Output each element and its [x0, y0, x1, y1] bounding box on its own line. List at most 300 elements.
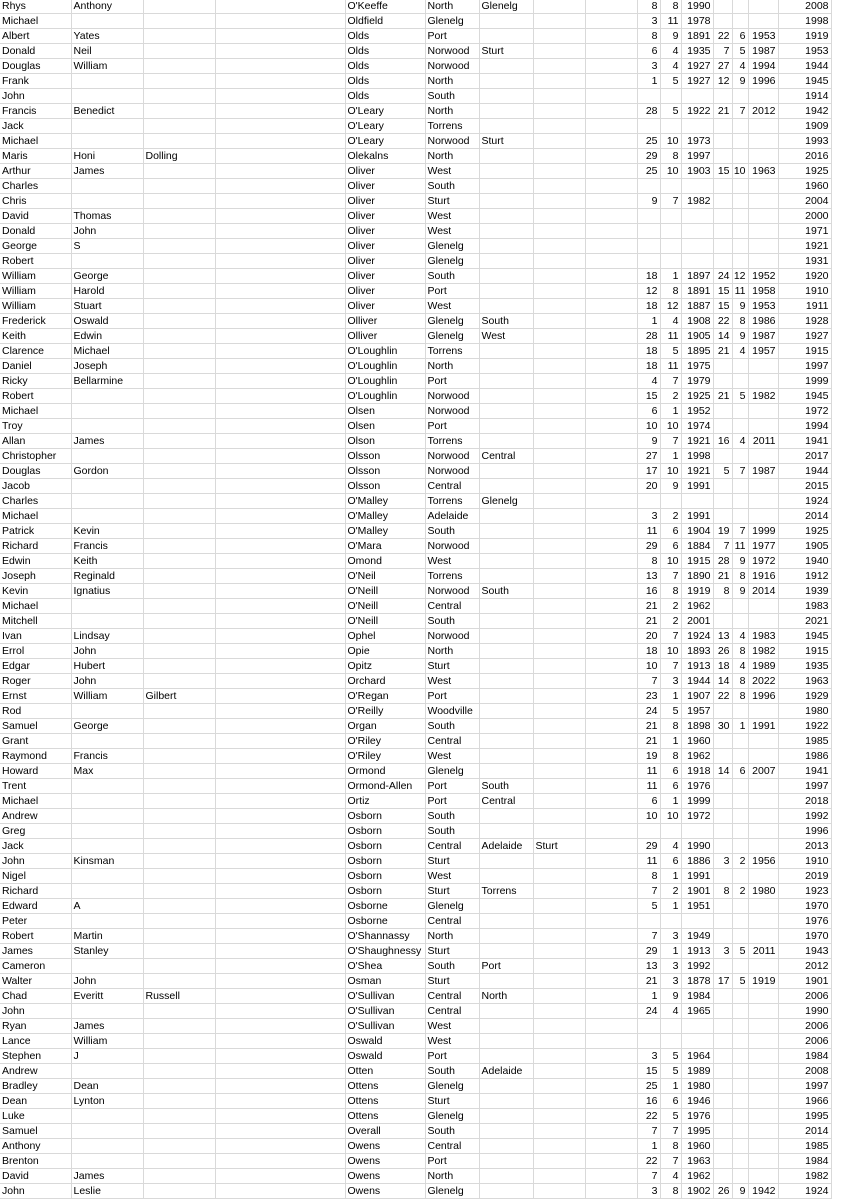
- cell-club-3[interactable]: [533, 59, 585, 74]
- cell-middle-name[interactable]: Lynton: [71, 1094, 143, 1109]
- cell-death-year[interactable]: 1980: [748, 884, 778, 899]
- cell-death-month[interactable]: 4: [732, 344, 748, 359]
- cell-middle-name[interactable]: [71, 119, 143, 134]
- cell-club[interactable]: West: [425, 554, 479, 569]
- cell-second-middle-name[interactable]: [143, 449, 215, 464]
- cell-middle-name[interactable]: William: [71, 1034, 143, 1049]
- cell-club-3[interactable]: [533, 299, 585, 314]
- cell-death-day[interactable]: [713, 899, 732, 914]
- cell-death-day[interactable]: 13: [713, 629, 732, 644]
- cell-spacer[interactable]: [215, 329, 345, 344]
- cell-birth-month[interactable]: 6: [660, 1094, 681, 1109]
- cell-club[interactable]: Port: [425, 779, 479, 794]
- cell-club-4[interactable]: [585, 1169, 637, 1184]
- cell-death-day[interactable]: [713, 614, 732, 629]
- cell-club-4[interactable]: [585, 629, 637, 644]
- cell-death-year[interactable]: [748, 614, 778, 629]
- cell-death-month[interactable]: 4: [732, 434, 748, 449]
- cell-second-middle-name[interactable]: Gilbert: [143, 689, 215, 704]
- cell-birth-day[interactable]: [637, 914, 660, 929]
- cell-first-name[interactable]: Anthony: [0, 1139, 71, 1154]
- cell-death-year[interactable]: [748, 134, 778, 149]
- cell-club-3[interactable]: [533, 344, 585, 359]
- cell-birth-month[interactable]: 2: [660, 389, 681, 404]
- cell-birth-year[interactable]: 1924: [681, 629, 713, 644]
- cell-death-month[interactable]: [732, 899, 748, 914]
- cell-surname[interactable]: O'Sullivan: [345, 1004, 425, 1019]
- cell-birth-day[interactable]: 21: [637, 734, 660, 749]
- cell-spacer[interactable]: [215, 989, 345, 1004]
- cell-debut-year[interactable]: 2012: [778, 959, 831, 974]
- cell-club-2[interactable]: [479, 1079, 533, 1094]
- cell-debut-year[interactable]: 1939: [778, 584, 831, 599]
- cell-second-middle-name[interactable]: [143, 59, 215, 74]
- cell-death-month[interactable]: 2: [732, 854, 748, 869]
- cell-first-name[interactable]: Ernst: [0, 689, 71, 704]
- cell-debut-year[interactable]: 1910: [778, 284, 831, 299]
- cell-birth-month[interactable]: 5: [660, 1049, 681, 1064]
- cell-club-4[interactable]: [585, 329, 637, 344]
- cell-club[interactable]: Port: [425, 1049, 479, 1064]
- cell-club-4[interactable]: [585, 194, 637, 209]
- cell-birth-month[interactable]: [660, 1019, 681, 1034]
- cell-debut-year[interactable]: 1993: [778, 134, 831, 149]
- cell-debut-year[interactable]: 1980: [778, 704, 831, 719]
- cell-death-month[interactable]: 7: [732, 524, 748, 539]
- cell-birth-month[interactable]: 5: [660, 344, 681, 359]
- cell-club[interactable]: Norwood: [425, 449, 479, 464]
- cell-club-2[interactable]: [479, 419, 533, 434]
- cell-club[interactable]: Norwood: [425, 584, 479, 599]
- cell-club-2[interactable]: [479, 344, 533, 359]
- cell-birth-month[interactable]: 1: [660, 1079, 681, 1094]
- cell-club-2[interactable]: [479, 104, 533, 119]
- cell-second-middle-name[interactable]: [143, 1004, 215, 1019]
- cell-second-middle-name[interactable]: [143, 29, 215, 44]
- cell-death-year[interactable]: [748, 224, 778, 239]
- cell-debut-year[interactable]: 1915: [778, 644, 831, 659]
- cell-death-year[interactable]: [748, 209, 778, 224]
- cell-birth-month[interactable]: 8: [660, 584, 681, 599]
- cell-birth-day[interactable]: 16: [637, 1094, 660, 1109]
- cell-club-3[interactable]: [533, 749, 585, 764]
- cell-debut-year[interactable]: 1966: [778, 1094, 831, 1109]
- cell-debut-year[interactable]: 1912: [778, 569, 831, 584]
- cell-first-name[interactable]: Donald: [0, 44, 71, 59]
- cell-spacer[interactable]: [215, 524, 345, 539]
- cell-spacer[interactable]: [215, 839, 345, 854]
- cell-club-4[interactable]: [585, 224, 637, 239]
- cell-second-middle-name[interactable]: [143, 959, 215, 974]
- cell-club[interactable]: Glenelg: [425, 1109, 479, 1124]
- cell-club-2[interactable]: [479, 1004, 533, 1019]
- cell-death-day[interactable]: [713, 449, 732, 464]
- cell-surname[interactable]: Osborn: [345, 854, 425, 869]
- cell-death-month[interactable]: 9: [732, 554, 748, 569]
- cell-spacer[interactable]: [215, 869, 345, 884]
- cell-debut-year[interactable]: 1945: [778, 389, 831, 404]
- cell-middle-name[interactable]: Stuart: [71, 299, 143, 314]
- cell-death-year[interactable]: 1982: [748, 644, 778, 659]
- cell-birth-year[interactable]: 1962: [681, 1169, 713, 1184]
- cell-middle-name[interactable]: [71, 419, 143, 434]
- cell-middle-name[interactable]: [71, 404, 143, 419]
- cell-birth-month[interactable]: 1: [660, 689, 681, 704]
- cell-birth-month[interactable]: 8: [660, 1139, 681, 1154]
- cell-club-3[interactable]: [533, 1064, 585, 1079]
- cell-club-2[interactable]: [479, 14, 533, 29]
- cell-birth-day[interactable]: 8: [637, 0, 660, 14]
- cell-club-4[interactable]: [585, 404, 637, 419]
- cell-death-year[interactable]: [748, 794, 778, 809]
- cell-birth-day[interactable]: 7: [637, 1169, 660, 1184]
- cell-club-4[interactable]: [585, 209, 637, 224]
- cell-birth-day[interactable]: 18: [637, 344, 660, 359]
- cell-surname[interactable]: Osman: [345, 974, 425, 989]
- cell-club-4[interactable]: [585, 644, 637, 659]
- cell-death-day[interactable]: [713, 1169, 732, 1184]
- cell-death-month[interactable]: [732, 359, 748, 374]
- cell-middle-name[interactable]: Honi: [71, 149, 143, 164]
- cell-birth-day[interactable]: 21: [637, 614, 660, 629]
- cell-surname[interactable]: O'Shaughnessy: [345, 944, 425, 959]
- cell-first-name[interactable]: Ivan: [0, 629, 71, 644]
- cell-surname[interactable]: Oliver: [345, 179, 425, 194]
- cell-club[interactable]: Norwood: [425, 44, 479, 59]
- cell-middle-name[interactable]: [71, 1004, 143, 1019]
- cell-club-2[interactable]: [479, 209, 533, 224]
- cell-death-year[interactable]: [748, 1079, 778, 1094]
- cell-death-year[interactable]: [748, 1004, 778, 1019]
- cell-death-year[interactable]: [748, 149, 778, 164]
- cell-death-day[interactable]: 5: [713, 464, 732, 479]
- cell-first-name[interactable]: Jack: [0, 839, 71, 854]
- cell-second-middle-name[interactable]: [143, 629, 215, 644]
- cell-death-day[interactable]: [713, 824, 732, 839]
- cell-birth-year[interactable]: [681, 254, 713, 269]
- cell-middle-name[interactable]: William: [71, 689, 143, 704]
- cell-surname[interactable]: Olsen: [345, 419, 425, 434]
- cell-spacer[interactable]: [215, 974, 345, 989]
- cell-surname[interactable]: Oliver: [345, 224, 425, 239]
- cell-spacer[interactable]: [215, 884, 345, 899]
- cell-club-4[interactable]: [585, 389, 637, 404]
- cell-middle-name[interactable]: James: [71, 164, 143, 179]
- cell-birth-year[interactable]: 1927: [681, 59, 713, 74]
- cell-club-4[interactable]: [585, 719, 637, 734]
- cell-club-2[interactable]: [479, 899, 533, 914]
- cell-club[interactable]: Sturt: [425, 854, 479, 869]
- cell-middle-name[interactable]: [71, 809, 143, 824]
- cell-birth-month[interactable]: 5: [660, 704, 681, 719]
- cell-club[interactable]: Glenelg: [425, 1184, 479, 1199]
- cell-first-name[interactable]: Grant: [0, 734, 71, 749]
- cell-surname[interactable]: Olliver: [345, 314, 425, 329]
- cell-first-name[interactable]: Christopher: [0, 449, 71, 464]
- cell-birth-year[interactable]: 1884: [681, 539, 713, 554]
- cell-club-4[interactable]: [585, 1139, 637, 1154]
- cell-club-3[interactable]: [533, 899, 585, 914]
- cell-club-4[interactable]: [585, 599, 637, 614]
- cell-club-3[interactable]: [533, 1139, 585, 1154]
- cell-club-4[interactable]: [585, 134, 637, 149]
- cell-birth-day[interactable]: 17: [637, 464, 660, 479]
- cell-death-day[interactable]: 21: [713, 569, 732, 584]
- cell-club-3[interactable]: [533, 1169, 585, 1184]
- cell-birth-year[interactable]: [681, 209, 713, 224]
- cell-club-4[interactable]: [585, 539, 637, 554]
- cell-club-2[interactable]: Central: [479, 794, 533, 809]
- cell-birth-day[interactable]: 8: [637, 554, 660, 569]
- cell-debut-year[interactable]: 1945: [778, 629, 831, 644]
- cell-first-name[interactable]: Michael: [0, 599, 71, 614]
- cell-death-day[interactable]: 8: [713, 584, 732, 599]
- cell-surname[interactable]: Olds: [345, 89, 425, 104]
- cell-birth-year[interactable]: 1997: [681, 149, 713, 164]
- cell-death-day[interactable]: [713, 14, 732, 29]
- cell-surname[interactable]: Osborn: [345, 809, 425, 824]
- cell-death-day[interactable]: [713, 1079, 732, 1094]
- cell-club[interactable]: South: [425, 89, 479, 104]
- cell-first-name[interactable]: Robert: [0, 929, 71, 944]
- cell-club[interactable]: Torrens: [425, 569, 479, 584]
- cell-club[interactable]: Central: [425, 989, 479, 1004]
- cell-middle-name[interactable]: [71, 389, 143, 404]
- cell-death-year[interactable]: [748, 914, 778, 929]
- cell-first-name[interactable]: Michael: [0, 14, 71, 29]
- cell-middle-name[interactable]: [71, 74, 143, 89]
- cell-first-name[interactable]: Walter: [0, 974, 71, 989]
- cell-death-month[interactable]: 5: [732, 389, 748, 404]
- cell-second-middle-name[interactable]: [143, 434, 215, 449]
- cell-club-2[interactable]: [479, 359, 533, 374]
- cell-death-year[interactable]: [748, 869, 778, 884]
- cell-birth-month[interactable]: 10: [660, 464, 681, 479]
- cell-club-4[interactable]: [585, 734, 637, 749]
- cell-debut-year[interactable]: 1992: [778, 809, 831, 824]
- cell-club-2[interactable]: [479, 1094, 533, 1109]
- cell-first-name[interactable]: James: [0, 944, 71, 959]
- cell-death-year[interactable]: 1916: [748, 569, 778, 584]
- cell-club-3[interactable]: [533, 974, 585, 989]
- cell-birth-year[interactable]: 1898: [681, 719, 713, 734]
- cell-club-2[interactable]: West: [479, 329, 533, 344]
- cell-club-3[interactable]: [533, 524, 585, 539]
- cell-surname[interactable]: Ormond-Allen: [345, 779, 425, 794]
- cell-birth-day[interactable]: 9: [637, 434, 660, 449]
- cell-death-month[interactable]: [732, 749, 748, 764]
- cell-debut-year[interactable]: 1920: [778, 269, 831, 284]
- cell-birth-year[interactable]: 1998: [681, 449, 713, 464]
- cell-spacer[interactable]: [215, 629, 345, 644]
- cell-death-day[interactable]: [713, 1139, 732, 1154]
- cell-second-middle-name[interactable]: [143, 599, 215, 614]
- cell-club-2[interactable]: Adelaide: [479, 839, 533, 854]
- cell-birth-day[interactable]: 1: [637, 74, 660, 89]
- cell-birth-day[interactable]: 18: [637, 359, 660, 374]
- cell-birth-day[interactable]: 4: [637, 374, 660, 389]
- cell-death-day[interactable]: 8: [713, 884, 732, 899]
- cell-debut-year[interactable]: 1990: [778, 1004, 831, 1019]
- cell-surname[interactable]: O'Reilly: [345, 704, 425, 719]
- cell-club-3[interactable]: [533, 884, 585, 899]
- cell-club-3[interactable]: [533, 434, 585, 449]
- cell-surname[interactable]: Oswald: [345, 1034, 425, 1049]
- cell-debut-year[interactable]: 1925: [778, 524, 831, 539]
- cell-birth-year[interactable]: 1949: [681, 929, 713, 944]
- cell-birth-year[interactable]: [681, 239, 713, 254]
- cell-birth-day[interactable]: 1: [637, 989, 660, 1004]
- cell-second-middle-name[interactable]: [143, 479, 215, 494]
- cell-death-day[interactable]: [713, 1124, 732, 1139]
- cell-first-name[interactable]: Daniel: [0, 359, 71, 374]
- cell-first-name[interactable]: Bradley: [0, 1079, 71, 1094]
- cell-surname[interactable]: Overall: [345, 1124, 425, 1139]
- cell-club-4[interactable]: [585, 1184, 637, 1199]
- cell-death-year[interactable]: [748, 479, 778, 494]
- cell-death-day[interactable]: 7: [713, 44, 732, 59]
- cell-club-3[interactable]: [533, 779, 585, 794]
- cell-death-year[interactable]: 1956: [748, 854, 778, 869]
- cell-surname[interactable]: Organ: [345, 719, 425, 734]
- cell-death-year[interactable]: [748, 929, 778, 944]
- cell-death-month[interactable]: 9: [732, 1184, 748, 1199]
- cell-birth-year[interactable]: 1925: [681, 389, 713, 404]
- cell-spacer[interactable]: [215, 539, 345, 554]
- cell-club-2[interactable]: [479, 869, 533, 884]
- cell-club[interactable]: South: [425, 1064, 479, 1079]
- cell-death-year[interactable]: [748, 959, 778, 974]
- cell-birth-year[interactable]: 1944: [681, 674, 713, 689]
- cell-death-year[interactable]: [748, 824, 778, 839]
- cell-spacer[interactable]: [215, 779, 345, 794]
- cell-death-year[interactable]: [748, 1034, 778, 1049]
- cell-club[interactable]: Port: [425, 419, 479, 434]
- cell-birth-day[interactable]: 3: [637, 59, 660, 74]
- cell-birth-year[interactable]: 1913: [681, 659, 713, 674]
- cell-birth-day[interactable]: 29: [637, 539, 660, 554]
- cell-spacer[interactable]: [215, 1049, 345, 1064]
- cell-second-middle-name[interactable]: Russell: [143, 989, 215, 1004]
- cell-first-name[interactable]: Keith: [0, 329, 71, 344]
- cell-birth-day[interactable]: 9: [637, 194, 660, 209]
- cell-club[interactable]: South: [425, 269, 479, 284]
- cell-club-4[interactable]: [585, 269, 637, 284]
- cell-club-3[interactable]: [533, 239, 585, 254]
- cell-club-2[interactable]: [479, 1154, 533, 1169]
- cell-first-name[interactable]: Errol: [0, 644, 71, 659]
- cell-birth-month[interactable]: 7: [660, 629, 681, 644]
- cell-surname[interactable]: Olsson: [345, 464, 425, 479]
- cell-club[interactable]: Sturt: [425, 944, 479, 959]
- cell-debut-year[interactable]: 2017: [778, 449, 831, 464]
- cell-death-year[interactable]: [748, 494, 778, 509]
- cell-club-3[interactable]: [533, 284, 585, 299]
- cell-second-middle-name[interactable]: [143, 1034, 215, 1049]
- cell-death-month[interactable]: [732, 989, 748, 1004]
- cell-debut-year[interactable]: 1982: [778, 1169, 831, 1184]
- cell-death-year[interactable]: [748, 374, 778, 389]
- cell-middle-name[interactable]: [71, 884, 143, 899]
- cell-middle-name[interactable]: James: [71, 1169, 143, 1184]
- cell-death-month[interactable]: 8: [732, 644, 748, 659]
- cell-death-month[interactable]: [732, 704, 748, 719]
- cell-birth-year[interactable]: 1921: [681, 434, 713, 449]
- cell-surname[interactable]: O'Riley: [345, 749, 425, 764]
- cell-club[interactable]: North: [425, 359, 479, 374]
- cell-death-day[interactable]: [713, 134, 732, 149]
- cell-middle-name[interactable]: Lindsay: [71, 629, 143, 644]
- cell-spacer[interactable]: [215, 944, 345, 959]
- cell-death-month[interactable]: 4: [732, 59, 748, 74]
- cell-birth-month[interactable]: 10: [660, 134, 681, 149]
- cell-club-3[interactable]: [533, 479, 585, 494]
- cell-middle-name[interactable]: Ignatius: [71, 584, 143, 599]
- cell-surname[interactable]: Oliver: [345, 284, 425, 299]
- cell-spacer[interactable]: [215, 14, 345, 29]
- cell-birth-day[interactable]: 28: [637, 104, 660, 119]
- cell-club-2[interactable]: [479, 1109, 533, 1124]
- cell-middle-name[interactable]: Everitt: [71, 989, 143, 1004]
- cell-club-4[interactable]: [585, 299, 637, 314]
- cell-spacer[interactable]: [215, 1169, 345, 1184]
- cell-spacer[interactable]: [215, 644, 345, 659]
- cell-club-2[interactable]: [479, 509, 533, 524]
- cell-birth-month[interactable]: 2: [660, 884, 681, 899]
- cell-death-month[interactable]: [732, 809, 748, 824]
- cell-spacer[interactable]: [215, 554, 345, 569]
- cell-birth-day[interactable]: 21: [637, 599, 660, 614]
- cell-death-year[interactable]: [748, 119, 778, 134]
- cell-death-year[interactable]: [748, 14, 778, 29]
- cell-death-day[interactable]: [713, 1034, 732, 1049]
- cell-second-middle-name[interactable]: [143, 389, 215, 404]
- cell-club-4[interactable]: [585, 44, 637, 59]
- cell-middle-name[interactable]: Francis: [71, 539, 143, 554]
- cell-club-3[interactable]: Sturt: [533, 839, 585, 854]
- cell-club-2[interactable]: Port: [479, 959, 533, 974]
- cell-debut-year[interactable]: 1924: [778, 1184, 831, 1199]
- cell-first-name[interactable]: Donald: [0, 224, 71, 239]
- cell-spacer[interactable]: [215, 434, 345, 449]
- cell-spacer[interactable]: [215, 314, 345, 329]
- cell-spacer[interactable]: [215, 1064, 345, 1079]
- cell-death-year[interactable]: 1987: [748, 464, 778, 479]
- cell-birth-year[interactable]: 1991: [681, 869, 713, 884]
- cell-birth-year[interactable]: 1897: [681, 269, 713, 284]
- cell-death-month[interactable]: 9: [732, 329, 748, 344]
- cell-spacer[interactable]: [215, 914, 345, 929]
- cell-club-4[interactable]: [585, 584, 637, 599]
- cell-club-3[interactable]: [533, 419, 585, 434]
- cell-death-year[interactable]: 1996: [748, 689, 778, 704]
- cell-debut-year[interactable]: 1996: [778, 824, 831, 839]
- cell-death-day[interactable]: 3: [713, 854, 732, 869]
- cell-middle-name[interactable]: [71, 869, 143, 884]
- cell-death-month[interactable]: [732, 734, 748, 749]
- cell-birth-day[interactable]: 10: [637, 419, 660, 434]
- cell-club-4[interactable]: [585, 554, 637, 569]
- cell-club-2[interactable]: [479, 434, 533, 449]
- cell-debut-year[interactable]: 1943: [778, 944, 831, 959]
- cell-club-3[interactable]: [533, 149, 585, 164]
- cell-birth-day[interactable]: 7: [637, 929, 660, 944]
- cell-club-2[interactable]: [479, 749, 533, 764]
- cell-death-month[interactable]: [732, 1124, 748, 1139]
- cell-club-4[interactable]: [585, 1079, 637, 1094]
- cell-middle-name[interactable]: Thomas: [71, 209, 143, 224]
- cell-surname[interactable]: Omond: [345, 554, 425, 569]
